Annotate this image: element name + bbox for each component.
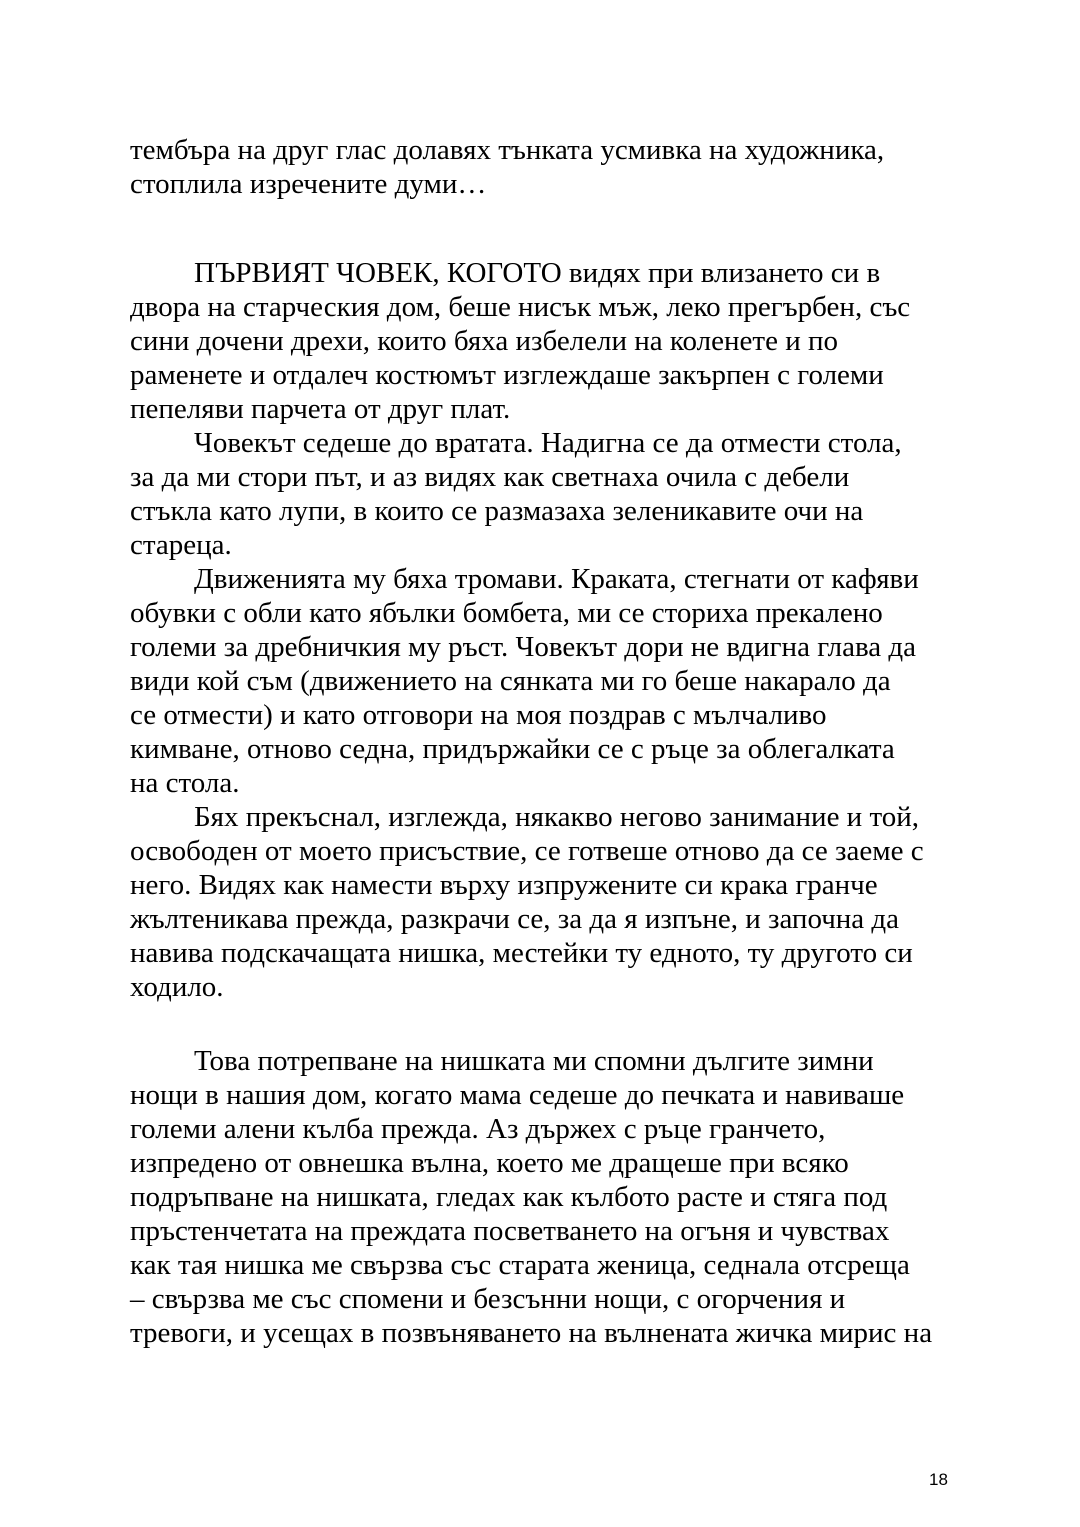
page-number: 18 (929, 1470, 948, 1489)
text-line: Бях прекъснал, изглежда, някакво негово занимание и той, (194, 801, 920, 833)
text-line: кимване, отново седна, придържайки се с ръце за облегалката (130, 733, 895, 765)
text-line: тревоги, и усещах в позвъняването на вълнената жичка мирис на (130, 1317, 933, 1349)
text-line: него. Видях как намести върху изпружените си крака гранче (130, 869, 878, 901)
text-line: сини дочени дрехи, които бяха избелели на коленете и по (130, 325, 838, 357)
text-line: големи за дребничкия му ръст. Човекът дори не вдигна глава да (130, 631, 917, 663)
text-line: на стола. (130, 767, 240, 799)
text-line: стъкла като лупи, в които се размазаха зеленикавите очи на (130, 495, 864, 527)
text-line: жълтеникава прежда, разкрачи се, за да я изпъне, и започна да (130, 903, 900, 935)
text-line: пепеляви парчета от друг плат. (130, 393, 511, 425)
text-line: Движенията му бяха тромави. Краката, стегнати от кафяви (194, 563, 919, 595)
text-line: освободен от моето присъствие, се готвеше отново да се заеме с (130, 835, 924, 867)
text-line: види кой съм (движението на сянката ми го беше накарало да (130, 665, 891, 697)
text-line: изпредено от овнешка вълна, което ме дращеше при всяко (130, 1147, 849, 1179)
text-line: как тая нишка ме свързва със старата женица, седнала отсреща (130, 1249, 910, 1281)
section-two-text (130, 1044, 960, 1350)
text-line: се отмести) и като отговори на моя поздрав с мълчаливо (130, 699, 827, 731)
text-line: Това потрепване на нишката ми спомни дългите зимни (194, 1045, 874, 1077)
section-one-text (130, 256, 960, 1004)
text-line: подръпване на нишката, гледах как кълбото расте и стяга под (130, 1181, 888, 1213)
text-line: пръстенчетата на преждата посветването на огъня и чувствах (130, 1215, 890, 1247)
text-line: ПЪРВИЯТ ЧОВЕК, КОГОТО видях при влизането си в (194, 257, 881, 289)
text-line: големи алени кълба прежда. Аз държех с ръце гранчето, (130, 1113, 826, 1145)
text-line: стоплила изречените думи… (130, 168, 487, 200)
text-line: тембъра на друг глас долавях тънката усмивка на художника, (130, 134, 885, 166)
text-line: ходило. (130, 971, 224, 1003)
text-line: Човекът седеше до вратата. Надигна се да отмести стола, (194, 427, 902, 459)
text-line: – свързва ме със спомени и безсънни нощи, с огорчения и (130, 1283, 846, 1315)
text-line: раменете и отдалеч костюмът изглеждаше закърпен с големи (130, 359, 884, 391)
text-line: навива подскачащата нишка, местейки ту едното, ту другото си (130, 937, 913, 969)
text-line: обувки с обли като ябълки бомбета, ми се сториха прекалено (130, 597, 883, 629)
text-line: за да ми стори път, и аз видях как светнаха очила с дебели (130, 461, 850, 493)
text-line: стареца. (130, 529, 232, 561)
opening-paragraph (130, 133, 960, 201)
text-line: нощи в нашия дом, когато мама седеше до печката и навиваше (130, 1079, 905, 1111)
text-line: двора на старческия дом, беше нисък мъж, леко прегърбен, със (130, 291, 911, 323)
